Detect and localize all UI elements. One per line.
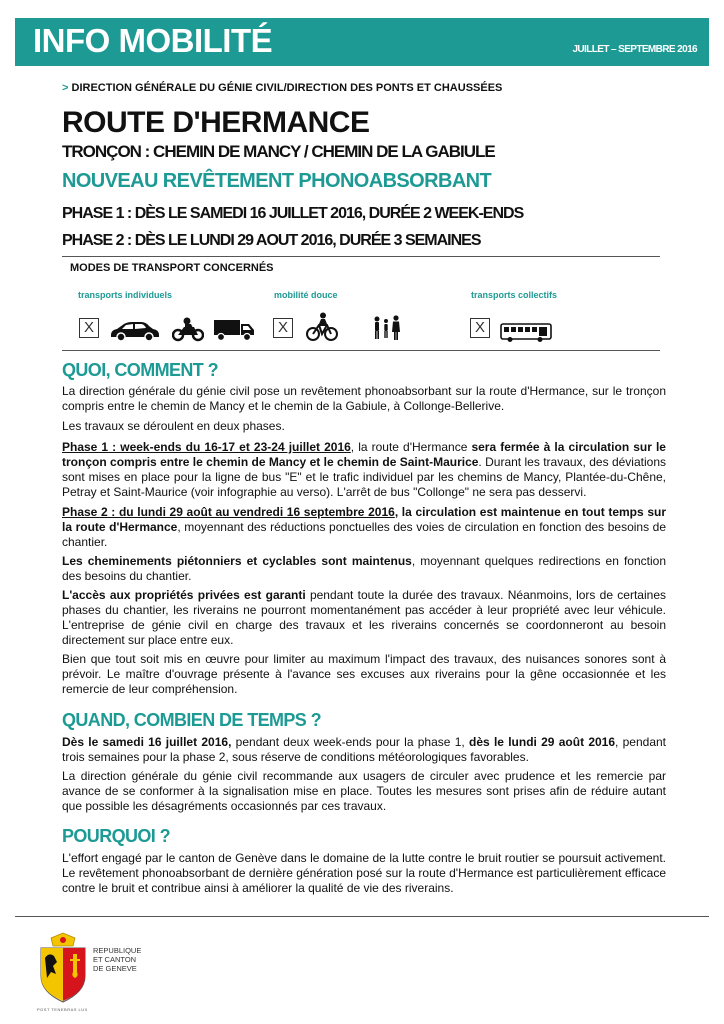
section-heading-quand: QUAND, COMBIEN DE TEMPS ? [62, 710, 322, 730]
quoi-paragraph-4: Phase 2 : du lundi 29 août au vendredi 16 septembre 2016, la circulation est maintenue en tout temps sur la route d'Hermance, moyennant des réductions ponctuelles des voies de circulation en fonction des besoins de chantier. [62, 505, 667, 549]
route-title: ROUTE D'HERMANCE [62, 106, 370, 139]
troncon-line: TRONÇON : CHEMIN DE MANCY / CHEMIN DE LA GABIULE [62, 142, 495, 161]
header-period: JUILLET – SEPTEMBRE 2016 [572, 44, 697, 55]
pedestrians-icon [372, 314, 402, 342]
quoi-paragraph-1: La direction générale du génie civil pose un revêtement phonoabsorbant sur la route d'Hermance, sur le tronçon compris entre le chemin de Mancy et le chemin de la Gabiule, à Collonge-Bellerive. [62, 384, 666, 413]
motorcycle-icon [172, 316, 204, 342]
phase-1-closure: sera fermée à la circulation sur le tronçon compris entre le chemin de Mancy et le chemin de Saint-Maurice [62, 440, 666, 469]
quoi-paragraph-5: Les cheminements piétonniers et cyclables sont maintenus, moyennant quelques redirections en fonction des besoins du chantier. [62, 554, 666, 583]
quoi-paragraph-2: Les travaux se déroulent en deux phases. [62, 419, 285, 433]
phase-1-dates: Phase 1 : week-ends du 16-17 et 23-24 juillet 2016 [62, 440, 351, 454]
department-line [62, 82, 502, 94]
checkbox-public-transport: X [470, 318, 490, 338]
modes-title: MODES DE TRANSPORT CONCERNÉS [70, 262, 274, 274]
category-public-transport: transports collectifs [471, 290, 558, 300]
bus-icon [500, 323, 552, 343]
subtitle: NOUVEAU REVÊTEMENT PHONOABSORBANT [62, 170, 492, 192]
checkbox-individual: X [79, 318, 99, 338]
phase-1-line: PHASE 1 : DÈS LE SAMEDI 16 JUILLET 2016, DURÉE 2 WEEK-ENDS [62, 205, 524, 222]
arrow-icon: > [62, 82, 69, 94]
department-text: DIRECTION GÉNÉRALE DU GÉNIE CIVIL/DIRECTION DES PONTS ET CHAUSSÉES [71, 82, 503, 94]
quand-paragraph-2: La direction générale du génie civil recommande aux usagers de circuler avec prudence et les remercie par avance de se conformer à la signalisation mise en place. Toutes les mesures sont prises afin de réduire autant que possible les désagréments occasionnés par ces travaux. [62, 769, 666, 813]
category-soft-mobility: mobilité douce [274, 290, 338, 300]
phase-2-circulation: , la circulation est maintenue en tout temps sur la route d'Hermance [62, 505, 666, 534]
truck-icon [213, 318, 255, 342]
category-individual: transports individuels [78, 290, 173, 300]
quoi-paragraph-3: Phase 1 : week-ends du 16-17 et 23-24 juillet 2016, la route d'Hermance sera fermée à la circulation sur le tronçon compris entre le chemin de Mancy et le chemin de Saint-Maurice. Durant les travaux, des déviations sont mises en place pour la ligne de bus "E" et le trafic individuel par les chemins de Mancy, Plantée-du-Chêne, Petray et Saint-Maurice (voir infographie au verso). L'arrêt de bus "Collonge" ne sera pas desservi. [62, 440, 666, 499]
header-banner [15, 18, 709, 66]
bicycle-icon [306, 312, 338, 342]
quoi-paragraph-7: Bien que tout soit mis en œuvre pour limiter au maximum l'impact des travaux, des nuisances sonores sont à prévoir. Le maître d'ouvrage présente à l'avance ses excuses aux riverains pour la gêne occasionnée et les remercie de leur compréhension. [62, 652, 666, 696]
checkbox-soft-mobility: X [273, 318, 293, 338]
quoi-paragraph-6: L'accès aux propriétés privées est garanti pendant toute la durée des travaux. Néanmoins, lors de certaines phases du chantier, les riverains ne pourront momentanément pas accéder à leur propriété avec leur véhicule. L'entreprise de génie civil en charge des travaux et les riverains concernés se coordonneront au besoin directement sur place entre eux. [62, 588, 666, 647]
geneva-coat-of-arms-icon [37, 932, 89, 1004]
car-icon [109, 320, 161, 342]
republic-label: REPUBLIQUE ET CANTON DE GENEVE [93, 946, 142, 973]
pourquoi-paragraph-1: L'effort engagé par le canton de Genève dans le domaine de la lutte contre le bruit routier se poursuit activement. Le revêtement phonoabsorbant de dernière génération posé sur la route d'Hermance est particulièrement efficace contre le bruit et contribue ainsi à améliorer la qualité de vie des riverains. [62, 851, 666, 895]
section-heading-quoi: QUOI, COMMENT ? [62, 360, 218, 380]
footer-rule [15, 916, 709, 917]
quand-paragraph-1: Dès le samedi 16 juillet 2016, pendant deux week-ends pour la phase 1, dès le lundi 29 août 2016, pendant trois semaines pour la phase 2, sous réserve de conditions météorologiques favorables. [62, 735, 667, 764]
motto: POST TENEBRAS LUX [37, 1007, 88, 1012]
phase-2-line: PHASE 2 : DÈS LE LUNDI 29 AOUT 2016, DURÉE 3 SEMAINES [62, 232, 481, 249]
modes-top-rule [62, 256, 660, 257]
modes-bottom-rule [62, 350, 660, 351]
header-title: INFO MOBILITÉ [33, 22, 273, 59]
phase-2-dates: Phase 2 : du lundi 29 août au vendredi 16 septembre 2016 [62, 505, 395, 519]
section-heading-pourquoi: POURQUOI ? [62, 826, 171, 846]
